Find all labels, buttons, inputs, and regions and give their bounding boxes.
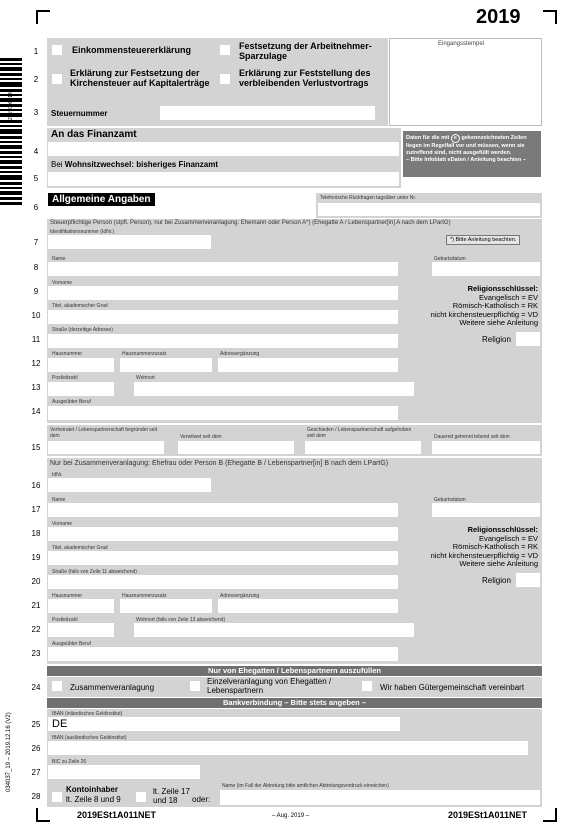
beruf-b-label: Ausgeübter Beruf xyxy=(52,641,91,647)
religion-key-b-vd: nicht kirchensteuerpflichtig = VD xyxy=(430,550,538,560)
corner-mark-top-right xyxy=(543,10,557,24)
religion-b-label: Religion xyxy=(482,576,511,585)
finanzamt-title: An das Finanzamt xyxy=(51,129,137,140)
line-number-7: 7 xyxy=(33,238,39,247)
wohnort-b-label: Wohnort (falls von Zeile 13 abweichend) xyxy=(136,617,226,623)
strasse-a-label: Straße (derzeitige Adresse) xyxy=(52,327,113,333)
corner-mark-bottom-left xyxy=(36,808,50,822)
kontoinhaber-label: Kontoinhaber xyxy=(66,785,118,794)
geburtsdatum-b-input[interactable] xyxy=(432,503,540,517)
edaten-e-icon: e xyxy=(451,134,460,143)
wohnsitzwechsel-prefix: Bei xyxy=(51,160,65,169)
person-a-heading: Steuerpflichtige Person (stpfl. Person), nur bei Zusammenveranlagung: Ehemann oder Person A*) (Ehegatte A / Lebenspartner[in] A nach dem LPartG) xyxy=(50,220,451,226)
line-number-13: 13 xyxy=(31,383,41,392)
hausnummerzusatz-a-input[interactable] xyxy=(120,358,212,372)
line-number-2: 2 xyxy=(33,75,39,84)
religion-key-a xyxy=(410,285,538,328)
line-number-19: 19 xyxy=(31,553,41,562)
line-number-6: 6 xyxy=(33,203,39,212)
checkbox-line1-einkommensteuer[interactable] xyxy=(52,45,62,55)
religion-key-b-weitere: Weitere siehe Anleitung xyxy=(459,559,538,568)
religion-key-title: Religionsschlüssel: xyxy=(467,284,538,293)
checkbox-guetergemeinschaft[interactable] xyxy=(362,681,372,691)
beruf-a-input[interactable] xyxy=(48,406,398,420)
ehegatten-header: Nur von Ehegatten / Lebenspartnern auszufüllen xyxy=(47,666,542,676)
religion-key-b xyxy=(410,526,538,569)
line-number-20: 20 xyxy=(31,577,41,586)
line-number-17: 17 xyxy=(31,505,41,514)
wohnort-b-input[interactable] xyxy=(134,623,414,637)
hausnummerzusatz-b-input[interactable] xyxy=(120,599,212,613)
line-number-11: 11 xyxy=(31,335,41,344)
line-number-18: 18 xyxy=(31,529,41,538)
iban-de-prefix: DE xyxy=(52,718,68,730)
edaten-info-box xyxy=(403,131,541,177)
checkbox-einzelveranlagung[interactable] xyxy=(190,681,200,691)
eingangsstempel-box xyxy=(389,38,542,126)
year-label: 2019 xyxy=(476,6,521,28)
bisheriges-finanzamt-input[interactable] xyxy=(48,172,399,186)
titel-a-label: Titel, akademischer Grad xyxy=(52,303,108,309)
religion-key-b-rk: Römisch-Katholisch = RK xyxy=(452,542,538,551)
steuernummer-label: Steuernummer xyxy=(51,109,108,118)
vorname-a-label: Vorname xyxy=(52,280,73,286)
iban-inland-label: IBAN (inländisches Geldinstitut) xyxy=(52,711,123,717)
titel-b-label: Titel, akademischer Grad xyxy=(52,545,108,551)
person-b-heading: Nur bei Zusammenveranlagung: Ehefrau oder Person B (Ehegatte B / Lebenspartner[in] B nach dem LPartG) xyxy=(50,460,389,467)
religion-b-input[interactable] xyxy=(516,573,540,587)
religion-key-rk: Römisch-Katholisch = RK xyxy=(452,301,538,310)
hausnummerzusatz-a-label: Hausnummerzusatz xyxy=(122,351,167,357)
line1-label: Einkommensteuererklärung xyxy=(72,45,192,55)
strasse-b-input[interactable] xyxy=(48,575,398,589)
bic-input[interactable] xyxy=(48,765,200,779)
line-number-5: 5 xyxy=(33,174,39,183)
eingangsstempel-label: Eingangsstempel xyxy=(438,41,485,47)
religion-key-vd: nicht kirchensteuerpflichtig = VD xyxy=(430,309,538,319)
checkbox-kontoinhaber-zeile17[interactable] xyxy=(136,792,146,802)
iban-inland-input[interactable] xyxy=(48,717,400,731)
religion-key-b-ev: Evangelisch = EV xyxy=(479,533,538,543)
checkbox-line1-sparzulage[interactable] xyxy=(220,45,230,55)
geschieden-input[interactable] xyxy=(305,441,421,454)
name-b-input[interactable] xyxy=(48,503,398,517)
line-number-25: 25 xyxy=(31,720,41,729)
idnr-b-input[interactable] xyxy=(48,478,211,492)
getrennt-input[interactable] xyxy=(432,441,540,454)
bic-label: BIC zu Zeile 26 xyxy=(52,759,87,765)
line-number-4: 4 xyxy=(33,147,39,156)
checkbox-line2-verlustvortrag[interactable] xyxy=(220,74,230,84)
religion-key-weitere: Weitere siehe Anleitung xyxy=(459,318,538,327)
adressergaenzung-a-input[interactable] xyxy=(218,358,398,372)
wohnsitzwechsel-text: Wohnsitzwechsel: bisheriges Finanzamt xyxy=(64,160,219,169)
edaten-info-text-b: gekennzeichneten Zeilen liegen im Regelfall vor und müssen, wenn sie zutreffend sind, nicht ausgefüllt werden. xyxy=(406,135,527,156)
line-number-14: 14 xyxy=(31,407,41,416)
zeile8und9-label: lt. Zeile 8 und 9 xyxy=(66,795,121,804)
verheiratet-input[interactable] xyxy=(48,441,164,454)
line-number-15: 15 xyxy=(31,443,41,452)
geburtsdatum-b-label: Geburtsdatum xyxy=(434,497,466,503)
postleitzahl-b-label: Postleitzahl xyxy=(52,617,78,623)
wohnsitzwechsel-label xyxy=(51,160,218,169)
idnr-b-label: IdNr. xyxy=(52,472,63,478)
vorname-b-input[interactable] xyxy=(48,527,398,541)
iban-ausland-label: IBAN (ausländisches Geldinstitut) xyxy=(52,735,127,741)
geburtsdatum-a-label: Geburtsdatum xyxy=(434,256,466,262)
geschieden-label: Geschieden / Lebenspartnerschaft aufgehoben seit dem xyxy=(307,427,412,439)
hausnummer-b-input[interactable] xyxy=(48,599,114,613)
line-number-22: 22 xyxy=(31,625,41,634)
line-number-16: 16 xyxy=(31,481,41,490)
edaten-info-hint: – Bitte Infoblatt eDaten / Anleitung beachten – xyxy=(406,157,526,163)
kontoinhaber-name-input[interactable] xyxy=(220,790,540,805)
corner-mark-top-left xyxy=(36,10,50,24)
line-number-8: 8 xyxy=(33,263,39,272)
line-number-28: 28 xyxy=(31,792,41,801)
line2-label: Erklärung zur Festsetzung der Kirchensteuer auf Kapitalerträge xyxy=(70,68,210,88)
vorname-a-input[interactable] xyxy=(48,286,398,300)
line-number-1: 1 xyxy=(33,47,39,56)
finanzamt-input[interactable] xyxy=(48,142,399,156)
hausnummer-a-input[interactable] xyxy=(48,358,114,372)
checkbox-line2-kirchensteuer[interactable] xyxy=(52,74,62,84)
strasse-b-label: Straße (falls von Zeile 11 abweichend) xyxy=(52,569,137,575)
line2-right-label: Erklärung zur Feststellung des verbleibenden Verlustvortrags xyxy=(239,68,371,88)
adressergaenzung-a-label: Adressergänzung xyxy=(220,351,260,357)
postleitzahl-b-input[interactable] xyxy=(48,623,114,637)
geburtsdatum-a-input[interactable] xyxy=(432,262,540,276)
edaten-info-text-a: Daten für die mit xyxy=(406,135,450,141)
postleitzahl-a-input[interactable] xyxy=(48,382,114,396)
religion-a-label: Religion xyxy=(482,335,511,344)
hausnummer-b-label: Hausnummer xyxy=(52,593,83,599)
beruf-a-label: Ausgeübter Beruf xyxy=(52,399,91,405)
telefon-label: Telefonische Rückfragen tagsüber unter Nr. xyxy=(320,195,417,201)
name-a-input[interactable] xyxy=(48,262,398,276)
wohnort-a-label: Wohnort xyxy=(136,375,155,381)
line-number-27: 27 xyxy=(31,768,41,777)
titel-a-input[interactable] xyxy=(48,310,398,324)
adressergaenzung-b-input[interactable] xyxy=(218,599,398,613)
line-number-23: 23 xyxy=(31,649,41,658)
hausnummer-a-label: Hausnummer xyxy=(52,351,83,357)
einzelveranlagung-label: Einzelveranlagung von Ehegatten / Lebenspartnern xyxy=(207,677,332,695)
religion-a-input[interactable] xyxy=(516,332,540,346)
beruf-b-input[interactable] xyxy=(48,647,398,661)
wohnort-a-input[interactable] xyxy=(134,382,414,396)
verwitwet-input[interactable] xyxy=(178,441,294,454)
telefon-input[interactable] xyxy=(318,203,540,216)
postleitzahl-a-label: Postleitzahl xyxy=(52,375,78,381)
guetergemeinschaft-label: Wir haben Gütergemeinschaft vereinbart xyxy=(380,683,525,692)
idnr-a-input[interactable] xyxy=(48,235,211,249)
line-number-24: 24 xyxy=(31,683,41,692)
line-number-9: 9 xyxy=(33,287,39,296)
line1-right-label: Festsetzung der Arbeitnehmer-Sparzulage xyxy=(239,41,372,61)
titel-b-input[interactable] xyxy=(48,551,398,565)
checkbox-zusammenveranlagung[interactable] xyxy=(52,681,62,691)
checkbox-kontoinhaber-zeile8[interactable] xyxy=(52,792,62,802)
idnr-label: Identifikationsnummer (IdNr.) xyxy=(50,229,115,235)
footer-code-left: 2019ESt1A011NET xyxy=(77,810,157,820)
barcode xyxy=(0,58,24,206)
line-number-26: 26 xyxy=(31,744,41,753)
hausnummerzusatz-b-label: Hausnummerzusatz xyxy=(122,593,167,599)
iban-ausland-input[interactable] xyxy=(48,741,528,755)
getrennt-label: Dauernd getrennt lebend seit dem xyxy=(434,434,510,440)
verwitwet-label: Verwitwet seit dem xyxy=(180,434,222,440)
line-number-10: 10 xyxy=(31,311,41,320)
bank-header: Bankverbindung – Bitte stets angeben – xyxy=(47,698,542,708)
oder-label: oder: xyxy=(192,795,211,804)
vorname-b-label: Vorname xyxy=(52,521,73,527)
line-number-12: 12 xyxy=(31,359,41,368)
line-number-21: 21 xyxy=(31,601,41,610)
allgemeine-angaben-header: Allgemeine Angaben xyxy=(48,193,155,206)
side-code: 034037_19 – 2019.12.16 (V2) xyxy=(6,712,12,792)
zeile17und18-label: lt. Zeile 17 und 18 xyxy=(153,787,190,805)
verheiratet-label: Verheiratet / Lebenspartnerschaft begründet seit dem xyxy=(50,427,158,439)
name-a-label: Name xyxy=(52,256,66,262)
corner-mark-bottom-right xyxy=(543,808,557,822)
steuernummer-input[interactable] xyxy=(160,106,375,120)
name-abtretung-label: Name (im Fall der Abtretung bitte amtlichen Abtretungsvordruck einreichen) xyxy=(222,783,389,789)
barcode-text: 2019000014 xyxy=(8,92,14,120)
name-b-label: Name xyxy=(52,497,66,503)
strasse-a-input[interactable] xyxy=(48,334,398,348)
footer-date: – Aug. 2019 – xyxy=(272,813,310,819)
line-number-3: 3 xyxy=(33,108,39,117)
anleitung-hint: *) Bitte Anleitung beachten. xyxy=(446,235,520,245)
religion-key-b-title: Religionsschlüssel: xyxy=(467,525,538,534)
zusammenveranlagung-label: Zusammenveranlagung xyxy=(70,683,155,692)
religion-key-ev: Evangelisch = EV xyxy=(479,292,538,302)
footer-code-right: 2019ESt1A011NET xyxy=(448,810,528,820)
adressergaenzung-b-label: Adressergänzung xyxy=(220,593,260,599)
